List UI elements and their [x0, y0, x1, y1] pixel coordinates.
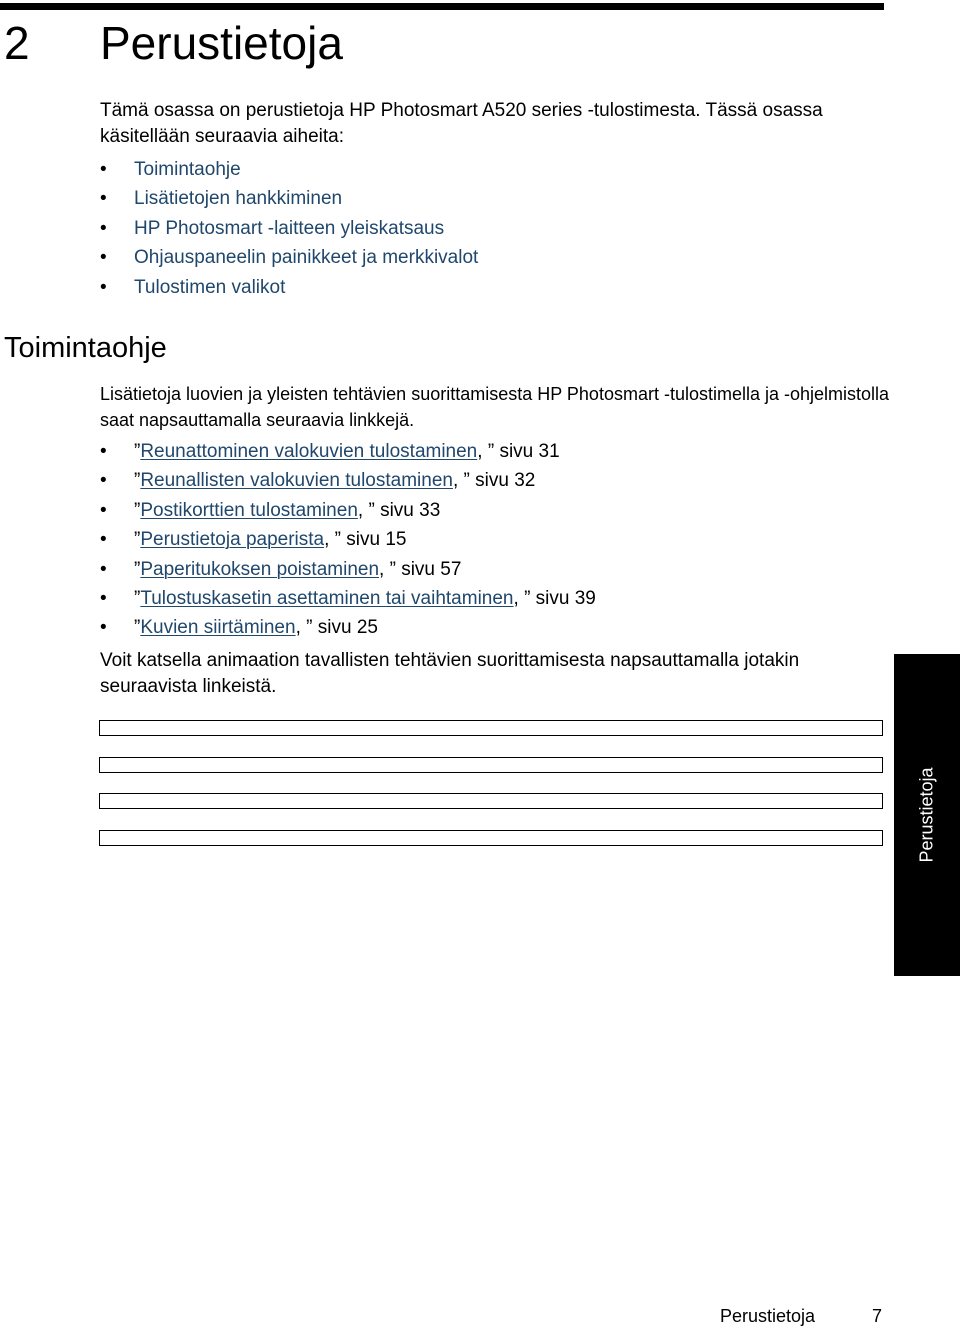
bullet-icon: • — [100, 558, 107, 580]
list-item — [100, 496, 596, 525]
bullet-icon: • — [100, 499, 107, 521]
ref-link-tulostuskasetti[interactable]: Tulostuskasetin asettaminen tai vaihtaminen — [140, 587, 514, 609]
topic-link-ohjauspaneeli[interactable]: Ohjauspaneelin painikkeet ja merkkivalot — [134, 247, 479, 269]
list-item — [100, 584, 596, 613]
bullet-icon: • — [100, 470, 107, 492]
bullet-icon: • — [100, 188, 107, 210]
section-title: Toimintaohje — [4, 332, 167, 364]
page-ref: sivu 31 — [499, 441, 560, 462]
page-ref: sivu 15 — [346, 529, 407, 551]
topic-list — [100, 155, 478, 302]
list-item — [100, 155, 478, 184]
intro-paragraph: Tämä osassa on perustietoja HP Photosmart A520 series -tulostimesta. Tässä osassa käsitellään seuraavia aiheita: — [100, 100, 823, 147]
page-ref: sivu 32 — [475, 470, 536, 492]
bullet-icon: • — [100, 587, 107, 609]
quote-close-mark: ” — [524, 587, 531, 609]
quote-open: ” — [134, 587, 141, 609]
quote-close: , — [295, 617, 307, 639]
page-ref: sivu 33 — [380, 499, 441, 521]
chapter-title — [4, 16, 343, 70]
ref-link-reunallisten[interactable]: Reunallisten valokuvien tulostaminen — [140, 470, 453, 492]
list-item — [100, 613, 596, 642]
quote-close-mark: ” — [463, 470, 470, 492]
bullet-icon: • — [100, 217, 107, 239]
chapter-side-tab — [894, 654, 960, 976]
bullet-icon: • — [100, 276, 107, 298]
bullet-icon: • — [100, 159, 107, 180]
section-paragraph: Lisätietoja luovien ja yleisten tehtävien suorittamisesta HP Photosmart -tulostimella ja -ohjelmistolla saat napsauttamalla seuraavia linkkejä. — [100, 384, 890, 430]
topic-link-lisatietojen-hankkiminen[interactable]: Lisätietojen hankkiminen — [134, 188, 343, 210]
bullet-icon: • — [100, 441, 107, 462]
list-item — [100, 466, 596, 495]
ref-link-reunattominen[interactable]: Reunattominen valokuvien tulostaminen — [140, 441, 478, 462]
side-tab-label: Perustietoja — [916, 767, 937, 863]
list-item — [100, 555, 596, 584]
animation-link-box[interactable] — [99, 720, 883, 736]
list-item — [100, 214, 478, 243]
ref-link-paperitukos[interactable]: Paperitukoksen poistaminen — [140, 558, 380, 580]
quote-close: , — [452, 470, 464, 492]
ref-link-kuvien-siirtaminen[interactable]: Kuvien siirtäminen — [140, 617, 296, 639]
ref-link-perustietoja-paperista[interactable]: Perustietoja paperista — [140, 529, 325, 551]
quote-close: , — [357, 499, 369, 521]
quote-close-mark: ” — [368, 499, 375, 521]
chapter-title-text: Perustietoja — [100, 17, 343, 69]
page-ref: sivu 25 — [317, 617, 378, 639]
bullet-icon: • — [100, 247, 107, 269]
top-rule — [0, 3, 884, 10]
quote-close: , — [477, 441, 488, 462]
page-ref: sivu 57 — [401, 558, 462, 580]
footer-chapter-label: Perustietoja — [720, 1306, 816, 1326]
quote-open: ” — [134, 499, 141, 521]
bullet-icon: • — [100, 529, 107, 551]
topic-link-yleiskatsaus[interactable]: HP Photosmart -laitteen yleiskatsaus — [134, 217, 445, 239]
reference-list — [100, 437, 596, 643]
quote-open: ” — [134, 529, 141, 551]
topic-link-toimintaohje[interactable]: Toimintaohje — [134, 159, 241, 180]
animation-link-box[interactable] — [99, 830, 883, 846]
list-item — [100, 525, 596, 554]
topic-link-tulostimen-valikot[interactable]: Tulostimen valikot — [134, 276, 286, 298]
quote-close-mark: ” — [389, 558, 396, 580]
quote-open: ” — [134, 617, 141, 639]
quote-open: ” — [134, 558, 141, 580]
bullet-icon: • — [100, 617, 107, 639]
ref-link-postikorttien[interactable]: Postikorttien tulostaminen — [140, 499, 358, 521]
list-item — [100, 273, 478, 302]
quote-close-mark: ” — [334, 529, 341, 551]
page-ref: sivu 39 — [535, 587, 596, 609]
footer-page-number: 7 — [872, 1306, 883, 1326]
animation-paragraph: Voit katsella animaation tavallisten tehtävien suorittamisesta napsauttamalla jotakin seuraavista linkeistä. — [100, 650, 800, 697]
animation-link-box[interactable] — [99, 793, 883, 809]
list-item — [100, 243, 478, 272]
chapter-number: 2 — [4, 17, 30, 69]
quote-close: , — [379, 558, 390, 580]
quote-open: ” — [134, 441, 141, 462]
animation-link-box[interactable] — [99, 757, 883, 773]
quote-close-mark: ” — [487, 441, 495, 462]
list-item — [100, 437, 596, 466]
list-item — [100, 184, 478, 213]
quote-close: , — [513, 587, 525, 609]
quote-close-mark: ” — [306, 617, 313, 639]
quote-close: , — [324, 529, 335, 551]
quote-open: ” — [134, 470, 141, 492]
